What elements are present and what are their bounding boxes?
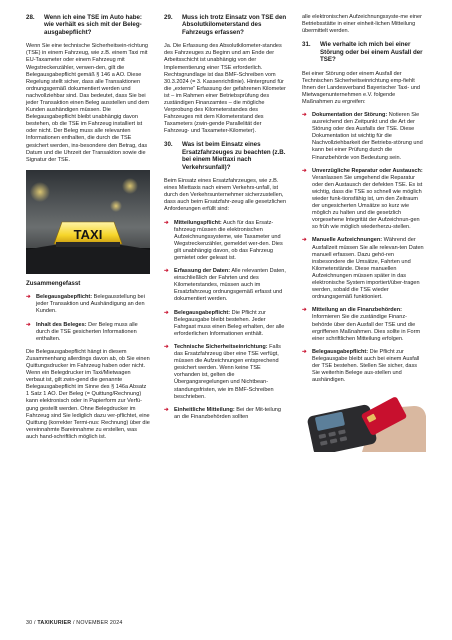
arrow-right-icon: ➔ <box>164 219 169 226</box>
question-30-heading <box>164 141 288 171</box>
bullet-label: Manuelle Aufzeichnungen: <box>312 237 383 244</box>
arrow-right-icon: ➔ <box>302 111 307 118</box>
question-31-heading <box>302 41 426 63</box>
question-title: Wie verhalte ich mich bei einer Störung oder bei einem Ausfall der TSE? <box>320 41 423 64</box>
bullet-label: Belegausgabepflicht: <box>312 348 369 355</box>
measure-bullet <box>302 237 426 301</box>
magazine-name: TAXIKURIER <box>37 620 72 626</box>
arrow-right-icon: ➔ <box>164 406 169 413</box>
arrow-right-icon: ➔ <box>164 309 169 316</box>
measure-bullet <box>302 112 426 162</box>
question-28-heading <box>26 14 150 36</box>
bullet-label: Dokumentation der Störung: <box>312 111 388 118</box>
bullet-text: Alle relevanten Daten, einschließlich der Fahrten und des Kilometerstandes, müssen auch im Ersatzfahrzeug ordnungsgemäß erfasst und dokumentiert werden. <box>174 268 286 303</box>
requirement-bullet <box>164 268 288 303</box>
question-number: 29. <box>164 14 173 21</box>
summary-title: Zusammengefasst <box>26 279 81 287</box>
summary-bullet <box>26 322 150 343</box>
issue-date: / NOVEMBER 2024 <box>71 620 123 626</box>
question-number: 31. <box>302 41 311 49</box>
bullet-text: Falls das Ersatzfahrzeug über eine TSE verfügt, müssen die Aufzeichnungen entsprechend gesichert werden. Wenn keine TSE vorhanden ist, gelten die Übergangsregelungen und Nichtbean-standungsfristen, wie im BMF-Schreiben beschrieben. <box>174 343 281 400</box>
question-number: 28. <box>26 14 35 21</box>
arrow-right-icon: ➔ <box>26 321 31 328</box>
bullet-text: Bei der Mit-teilung an die Finanzbehörden sollten <box>174 406 281 420</box>
column-1 <box>26 14 150 447</box>
bullet-text: Während der Ausfallzeit müssen Sie alle relevan-ten Daten manuell erfassen. Dazu gehö-ren insbesondere die Umsätze, Fahrten und Kilometerstände. Diese manuellen Aufzeichnungen müssen später in das elektronische System importiert/über-tragen werden, sobald die TSE wieder ordnungsgemäß funktioniert. <box>312 237 424 301</box>
arrow-right-icon: ➔ <box>164 343 169 350</box>
bullet-label: Inhalt des Beleges: <box>36 321 87 328</box>
arrow-right-icon: ➔ <box>26 294 31 301</box>
taxi-sign-text: TAXI <box>73 226 103 242</box>
requirement-bullet <box>164 344 288 401</box>
arrow-right-icon: ➔ <box>302 237 307 244</box>
question-29-heading <box>164 14 288 36</box>
answer-31-paragraph: Bei einer Störung oder einem Ausfall der Technischen Sicherheitseinrichtung emp-fiehlt Ihnen der Landesverband Bayerischer Taxi- und Mietwagenunternehmen e.V. folgende Maßnahmen zu ergreifen: <box>302 70 420 105</box>
bullet-label: Mitteilungspflicht: <box>174 219 222 226</box>
measure-bullet <box>302 168 426 232</box>
answer-30-paragraph: Beim Einsatz eines Ersatzfahrzeuges, wie z.B. eines Miettaxis nach einem Verkehrs-unfall, ist durch den Verkehrsunternehmer sicherzustellen, dass auch beim Ersatzfahr-zeug alle gesetzlichen Anforderungen erfüllt sind: <box>164 178 287 213</box>
bullet-text: Belegausstellung bei jeder Transaktion und Aushändigung an den Kunden. <box>36 294 145 315</box>
question-title: Wenn ich eine TSE im Auto habe: wie verhält es sich mit der Beleg-ausgabepflicht? <box>44 14 142 36</box>
bullet-text: Veranlassen Sie umgehend die Reparatur oder den Austausch der defekten TSE. Es ist wichtig, dass die TSE so schnell wie möglich wieder funk-tionsfähig ist, um den Zeitraum der ungesicherten Umsätze so kurz wie möglich zu halten und die gesetzlich vorgesehene Integrität der Aufzeichnun-gen so früh wie möglich wiederherzu-stellen. <box>312 174 423 231</box>
bullet-text: Der Beleg muss alle durch die TSE gesicherten Informationen enthalten. <box>36 321 138 342</box>
taxi-roof-sign-photo <box>26 170 150 274</box>
bullet-text: Auch für das Ersatz-fahrzeug müssen die elektronischen Aufzeichnungssysteme, wie Taxameter und Wegstreckenzähler, gemeldet wer-den. Dies gilt unabhängig davon, ob das Fahrzeug gemietet oder geleast ist. <box>174 219 283 261</box>
page-number: 30 <box>26 620 33 626</box>
receipt-printer-paragraph: Die Belegausgabepflicht hängt in diesem Zusammenhang allerdings davon ab, ob Sie einen Quittungsdrucker im Fahrzeug haben oder nicht. Wenn ein Belegdrucker im Taxi/Mietwagen verbaut ist, gilt zwin-gend die genannte Belegausgabepflicht im Sinne des § 146a Absatz 1 Satz 1 AO. Der Beleg (= Quittung/Rechnung) kann elektronisch oder in Papierform zur Verfü-gung gestellt werden. Ohne Belegdrucker im Fahrzeug sind Sie lediglich dazu ver-pflichtet, eine Quittung (korrekter Termi-nus: Rechnung) über die vereinnahmte Bareinnahme zu erstellen, was auch hand-schriftlich möglich ist. <box>26 348 150 440</box>
card-terminal-photo <box>302 390 426 452</box>
summary-bullet <box>26 294 150 315</box>
requirement-bullet <box>164 310 288 338</box>
footer-separator: / <box>32 620 38 626</box>
measure-bullet <box>302 307 426 342</box>
question-title: Muss ich trotz Einsatz von TSE den Absolutkilometerstand des Fahrzeugs erfassen? <box>182 14 287 36</box>
requirement-bullet <box>164 220 288 263</box>
bullet-text: Notieren Sie ausreichend den Zeitpunkt und die Art der Störung oder des Ausfalls der TSE. Diese Dokumentation ist wichtig für die Nachvollziehbarkeit der Betriebs-störung und kann bei einer Prüfung durch die Finanzbehörde von Bedeutung sein. <box>312 111 423 161</box>
arrow-right-icon: ➔ <box>302 348 307 355</box>
column-2 <box>164 14 288 427</box>
bullet-label: Erfassung der Daten: <box>174 268 231 275</box>
bullet-label: Belegausgabepflicht: <box>36 294 93 301</box>
page-footer <box>26 620 122 626</box>
answer-28-paragraph: Wenn Sie eine technische Sicherheitsein-richtung (TSE) in einem Fahrzeug, wie z.B. einem Taxi mit EU-Taxameter oder einem Fahrzeug mit Wegstreckenzähler, verwen-den, gilt die Belegausgabepflicht gemäß § 146 a AO. Diese Regelung stellt sicher, dass alle Transaktionen ordnungsgemäß dokumentiert werden und nachvollziehbar sind. Das bedeutet, dass Sie bei jeder Transaktion einen Beleg ausstellen und dem Kunden aushändigen müssen. Die Belegausgabepflicht bleibt unabhängig davon bestehen, ob die TSE im Fahrzeug installiert ist oder nicht. Der Beleg muss alle relevanten Informationen enthalten, die durch die TSE gesichert werden, ins-besondere den Betrag, das Datum und die Uhrzeit der Transaktion sowie die Signatur der TSE. <box>26 43 150 163</box>
arrow-right-icon: ➔ <box>164 268 169 275</box>
bullet-label: Belegausgabepflicht: <box>174 309 231 316</box>
measure-bullet <box>302 349 426 384</box>
continued-paragraph: alle elektronischen Aufzeichnungssyste-me einer Betriebsstätte in einer einheit-lichen Mitteilung übermittelt werden. <box>302 14 422 35</box>
bullet-text: Informieren Sie die zuständige Finanz-behörde über den Ausfall der TSE und die ergriffenen Maßnahmen. Dies sollte in Form einer schriftlichen Mitteilung erfolgen. <box>312 314 421 342</box>
requirement-bullet <box>164 407 288 421</box>
bullet-text: Die Pflicht zur Belegausgabe bleibt auch bei einem Ausfall der TSE bestehen. Stellen Sie sicher, dass Sie weiterhin Belege aus-stellen und aushändigen. <box>312 348 420 384</box>
question-number: 30. <box>164 141 173 149</box>
answer-29-paragraph: Ja. Die Erfassung des Absolutkilometer-standes des Fahrzeuges zu Beginn und am Ende der Arbeitsschicht ist unabhängig von der Implementierung einer TSE erforderlich. Rechtsgrundlage ist das BMF-Schreiben vom 30.3.2024 (= 3. Kassenrichtlinie). Hintergrund für die „externe“ Erfassung der gefahrenen Kilometer ist – im Rahmen einer Betriebsprüfung des zuständigen Finanzamtes – die mögliche Verprobung des Kilometerstandes des Fahrzeuges mit dem Kilometerstand des Taxameters (zwin-gende Parallelität der Fahrzeug- und Taxameter-Kilometer). <box>164 43 286 135</box>
column-3 <box>302 14 426 452</box>
arrow-right-icon: ➔ <box>302 307 307 314</box>
arrow-right-icon: ➔ <box>302 167 307 174</box>
bullet-label: Mitteilung an die Finanzbehörden: <box>312 307 402 314</box>
bullet-text: Die Pflicht zur Belegausgabe bleibt bestehen. Jeder Fahrgast muss einen Beleg erhalten, der alle erforderlichen Informationen enthält. <box>174 309 285 337</box>
bullet-label: Unverzügliche Reparatur oder Austausch: <box>312 167 423 174</box>
bullet-label: Einheitliche Mitteilung: <box>174 406 235 413</box>
bullet-label: Technische Sicherheitseinrichtung: <box>174 343 268 350</box>
question-title: Was ist beim Einsatz eines Ersatzfahrzeuges zu beachten (z.B. bei einem Miettaxi nach Verkehrsunfall)? <box>182 141 286 171</box>
